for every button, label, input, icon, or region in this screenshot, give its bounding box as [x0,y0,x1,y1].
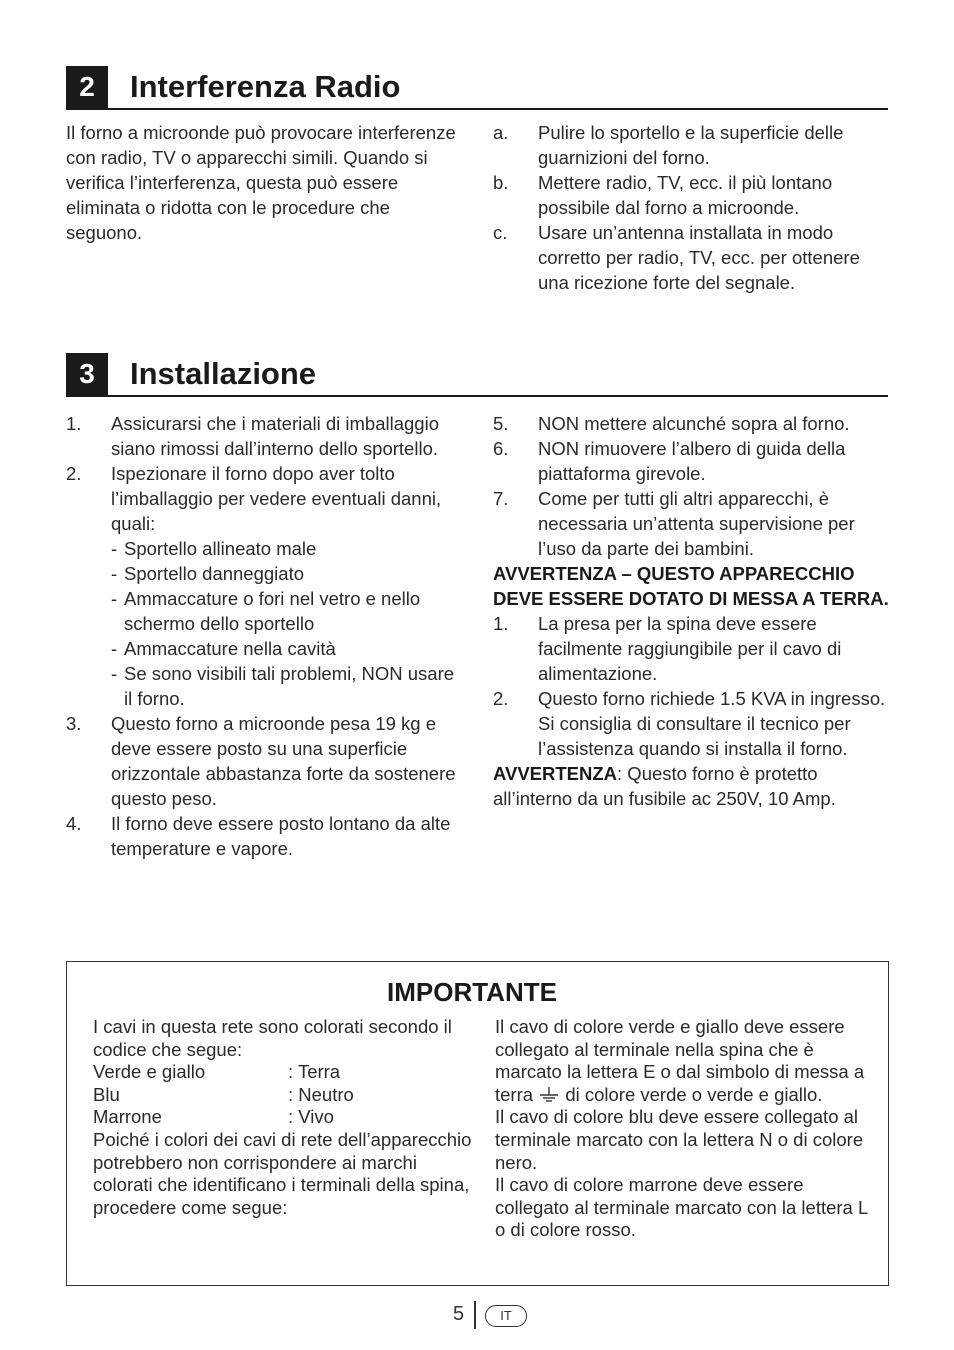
page-number: 5 [453,1303,465,1325]
section-title: Installazione [130,356,317,391]
list-marker: 4. [66,813,82,834]
list-marker: 1. [66,413,82,434]
color-name: Blu [93,1083,120,1105]
sub-item [66,586,466,636]
color-row [93,1061,473,1084]
list-marker: 1. [493,613,509,634]
dash-marker: - [111,538,118,559]
list-text: La presa per la spina deve essere facilmente raggiungibile per il cavo di alimentazione. [538,613,842,684]
sec2-left-column [66,120,461,245]
note-label: AVVERTENZA [493,763,618,784]
sub-text: Se sono visibili tali problemi, NON usare il forno. [124,663,455,709]
wire-intro: I cavi in questa rete sono colorati secondo il codice che segue: [93,1016,452,1060]
list-marker: c. [493,222,508,243]
sub-item [66,536,466,561]
color-name: Marrone [93,1106,162,1128]
dash-marker: - [111,663,118,684]
box-right-column [495,1016,880,1242]
list-item [66,461,466,536]
list-marker: a. [493,122,509,143]
list-text: Mettere radio, TV, ecc. il più lontano possibile dal forno a microonde. [538,172,833,218]
section-title: Interferenza Radio [130,69,401,104]
language-badge: IT [485,1305,527,1327]
color-meaning: : Neutro [288,1083,354,1105]
blue-paragraph: Il cavo di colore blu deve essere collegato al terminale marcato con la lettera N o di colore nero. [495,1106,864,1173]
sub-text: Sportello danneggiato [124,563,305,584]
list-marker: 5. [493,413,509,434]
sub-item [66,561,466,586]
dash-marker: - [111,638,118,659]
list-text: Come per tutti gli altri apparecchi, è necessaria un’attenta supervisione per l’uso da parte dei bambini. [538,488,855,559]
green-yellow-text-a: Il cavo di colore verde e giallo deve essere collegato al terminale nella spina che è marcato la lettera E o dal simbolo di messa a terra [495,1016,865,1105]
sub-item [66,636,466,661]
dash-marker: - [111,563,118,584]
brown-paragraph: Il cavo di colore marrone deve essere collegato al terminale marcato con la lettera L o di colore rosso. [495,1174,868,1241]
list-item [66,811,466,861]
sub-text: Sportello allineato male [124,538,317,559]
fuse-note [493,761,893,811]
box-left-column [93,1016,473,1219]
list-item [66,711,466,811]
list-item [66,411,466,461]
list-marker: 2. [493,688,509,709]
important-box [66,961,889,1286]
footer-separator [474,1301,476,1329]
color-row [93,1106,473,1129]
note-text: : Questo forno è protetto all’interno da un fusibile ac 250V, 10 Amp. [493,763,836,809]
list-marker: 6. [493,438,509,459]
sub-item [66,661,466,711]
list-marker: b. [493,172,509,193]
list-item [493,411,893,436]
list-text: Questo forno richiede 1.5 KVA in ingresso. Si consiglia di consultare il tecnico per l’assistenza quando si installa il forno. [538,688,886,759]
list-text: Il forno deve essere posto lontano da alte temperature e vapore. [111,813,451,859]
sub-text: Ammaccature nella cavità [124,638,336,659]
dash-marker: - [111,588,118,609]
list-item [493,611,893,686]
sec3-right-column [493,411,893,811]
list-text: NON mettere alcunché sopra al forno. [538,413,850,434]
list-item [493,436,893,486]
sec3-left-column [66,411,466,861]
list-text: Pulire lo sportello e la superficie delle guarnizioni del forno. [538,122,844,168]
list-item [493,220,893,295]
section-number: 2 [66,66,108,108]
green-yellow-text-b: di colore verde o verde e giallo. [565,1083,823,1105]
list-text: Ispezionare il forno dopo aver tolto l’imballaggio per vedere eventuali danni, quali: [111,463,442,534]
green-yellow-paragraph [495,1016,880,1106]
list-item [493,686,893,761]
color-row [93,1084,473,1107]
list-marker: 7. [493,488,509,509]
section-number: 3 [66,353,108,395]
color-meaning: : Vivo [288,1106,334,1128]
list-text: Questo forno a microonde pesa 19 kg e deve essere posto su una superficie orizzontale abbastanza forte da sostenere questo peso. [111,713,456,809]
list-marker: 3. [66,713,82,734]
ground-symbol-icon [538,1086,560,1103]
intro-paragraph: Il forno a microonde può provocare interferenze con radio, TV o apparecchi simili. Quando si verifica l’interferenza, questa può essere eliminata o ridotta con le procedure che seguono. [66,122,456,243]
color-name: Verde e giallo [93,1061,206,1083]
list-marker: 2. [66,463,82,484]
sub-text: Ammaccature o fori nel vetro e nello schermo dello sportello [124,588,421,634]
list-text: Usare un’antenna installata in modo corretto per radio, TV, ecc. per ottenere una ricezione forte del segnale. [538,222,860,293]
color-meaning: : Terra [288,1061,341,1083]
ground-warning: AVVERTENZA – QUESTO APPARECCHIO DEVE ESSERE DOTATO DI MESSA A TERRA. [493,563,889,609]
section-3-header [66,353,888,397]
list-text: Assicurarsi che i materiali di imballaggio siano rimossi dall’interno dello sportello. [111,413,439,459]
box-title: IMPORTANTE [387,977,557,1007]
wire-outro: Poiché i colori dei cavi di rete dell’apparecchio potrebbero non corrispondere ai marchi colorati che identificano i terminali della spina, procedere come segue: [93,1128,472,1218]
list-item [493,486,893,561]
list-text: NON rimuovere l’albero di guida della piattaforma girevole. [538,438,846,484]
sec2-right-column [493,120,893,295]
list-item [493,120,893,170]
list-item [493,170,893,220]
section-2-header [66,66,888,110]
